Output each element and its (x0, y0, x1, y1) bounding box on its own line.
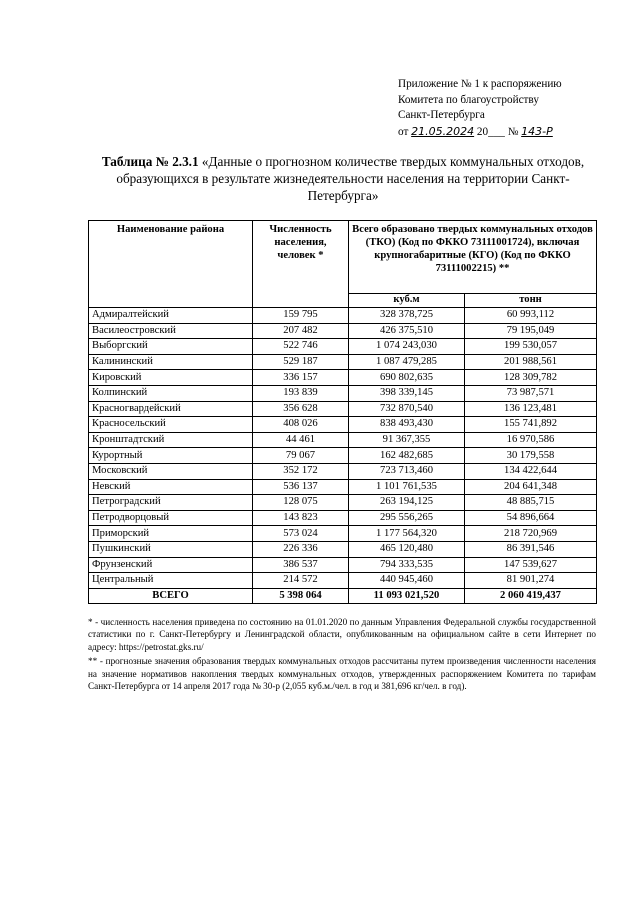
table-row (89, 541, 597, 557)
table-row (89, 308, 597, 324)
number-prefix: № (507, 125, 519, 138)
volume-m3-cell: 440 945,460 (349, 573, 465, 589)
footnotes (88, 616, 596, 694)
population-cell: 207 482 (253, 323, 349, 339)
district-cell: Фрунзенский (89, 557, 253, 573)
volume-m3-cell: 723 713,460 (349, 463, 465, 479)
mass-t-cell: 30 179,558 (465, 448, 597, 464)
volume-m3-cell: 690 802,635 (349, 370, 465, 386)
volume-m3-cell: 1 087 479,285 (349, 354, 465, 370)
population-cell: 529 187 (253, 354, 349, 370)
table-row (89, 401, 597, 417)
population-cell: 226 336 (253, 541, 349, 557)
mass-t-cell: 48 885,715 (465, 495, 597, 511)
population-cell: 193 839 (253, 385, 349, 401)
volume-m3-cell: 328 378,725 (349, 308, 465, 324)
mass-t-cell: 79 195,049 (465, 323, 597, 339)
district-cell: Московский (89, 463, 253, 479)
table-row (89, 510, 597, 526)
mass-t-cell: 204 641,348 (465, 479, 597, 495)
mass-t-cell: 199 530,057 (465, 339, 597, 355)
table-row (89, 385, 597, 401)
table-row (89, 495, 597, 511)
volume-m3-cell: 1 101 761,535 (349, 479, 465, 495)
table-row (89, 479, 597, 495)
volume-m3-cell: 1 074 243,030 (349, 339, 465, 355)
mass-t-cell: 218 720,969 (465, 526, 597, 542)
mass-t-cell: 147 539,627 (465, 557, 597, 573)
table-row (89, 573, 597, 589)
mass-t-cell: 81 901,274 (465, 573, 597, 589)
mass-t-cell: 128 309,782 (465, 370, 597, 386)
district-cell: Пушкинский (89, 541, 253, 557)
header-population: Численность населения, человек * (253, 221, 349, 308)
mass-t-cell: 86 391,546 (465, 541, 597, 557)
mass-t-cell: 60 993,112 (465, 308, 597, 324)
table-row (89, 432, 597, 448)
population-cell: 352 172 (253, 463, 349, 479)
table-row (89, 463, 597, 479)
table-row (89, 339, 597, 355)
header-district: Наименование района (89, 221, 253, 308)
table-caption: «Данные о прогнозном количестве твердых коммунальных отходов, образующихся в результате жизнедеятельности населения на территории Санкт-Петербурга» (116, 154, 585, 203)
population-cell: 128 075 (253, 495, 349, 511)
district-cell: Невский (89, 479, 253, 495)
appendix-date-line (398, 124, 562, 141)
mass-t-cell: 136 123,481 (465, 401, 597, 417)
population-cell: 336 157 (253, 370, 349, 386)
district-cell: Кировский (89, 370, 253, 386)
appendix-header (398, 77, 562, 140)
appendix-line-3: Санкт-Петербурга (398, 109, 485, 122)
population-cell: 44 461 (253, 432, 349, 448)
district-cell: Приморский (89, 526, 253, 542)
population-cell: 143 823 (253, 510, 349, 526)
appendix-line-1: Приложение № 1 к распоряжению (398, 78, 562, 90)
date-prefix: от (398, 125, 409, 138)
table-row (89, 417, 597, 433)
handwritten-number: 143-Р (521, 124, 553, 138)
volume-m3-cell: 794 333,535 (349, 557, 465, 573)
footnote-1: * - численность населения приведена по состоянию на 01.01.2020 по данным Управления Федеральной службы государственной статистики по г. Санкт-Петербургу и Ленинградской области, опубликованным на официальном сайте в сети Интернет по адресу: https://petrostat.gks.ru/ (88, 617, 596, 652)
table-title (86, 153, 600, 204)
header-unit-m3: куб.м (349, 294, 465, 308)
table-row (89, 557, 597, 573)
table-body (89, 308, 597, 604)
district-cell: Адмиралтейский (89, 308, 253, 324)
header-unit-t: тонн (465, 294, 597, 308)
population-cell: 159 795 (253, 308, 349, 324)
table-row (89, 354, 597, 370)
table-number: Таблица № 2.3.1 (101, 154, 199, 169)
volume-m3-cell: 426 375,510 (349, 323, 465, 339)
volume-m3-cell: 1 177 564,320 (349, 526, 465, 542)
population-cell: 5 398 064 (253, 588, 349, 604)
waste-table (88, 220, 597, 604)
year-print: 20___ (476, 125, 505, 138)
footnote-2: ** - прогнозные значения образования твердых коммунальных отходов рассчитаны путем произведения численности населения на значение нормативов накопления твердых коммунальных отходов, утвержденных распоряжением Комитета по тарифам Санкт-Петербурга от 14 апреля 2017 года № 30-р (2,055 куб.м./чел. в год и 381,696 кг/чел. в год). (88, 656, 596, 692)
district-cell: Петродворцовый (89, 510, 253, 526)
mass-t-cell: 134 422,644 (465, 463, 597, 479)
volume-m3-cell: 162 482,685 (349, 448, 465, 464)
population-cell: 79 067 (253, 448, 349, 464)
volume-m3-cell: 465 120,480 (349, 541, 465, 557)
table-row (89, 323, 597, 339)
mass-t-cell: 73 987,571 (465, 385, 597, 401)
table-row (89, 526, 597, 542)
volume-m3-cell: 398 339,145 (349, 385, 465, 401)
mass-t-cell: 54 896,664 (465, 510, 597, 526)
district-cell: Красносельский (89, 417, 253, 433)
volume-m3-cell: 732 870,540 (349, 401, 465, 417)
table-row (89, 448, 597, 464)
volume-m3-cell: 263 194,125 (349, 495, 465, 511)
volume-m3-cell: 295 556,265 (349, 510, 465, 526)
table-row (89, 370, 597, 386)
district-cell: Петроградский (89, 495, 253, 511)
volume-m3-cell: 91 367,355 (349, 432, 465, 448)
population-cell: 573 024 (253, 526, 349, 542)
mass-t-cell: 155 741,892 (465, 417, 597, 433)
total-row (89, 588, 597, 604)
mass-t-cell: 201 988,561 (465, 354, 597, 370)
district-cell: Красногвардейский (89, 401, 253, 417)
volume-m3-cell: 11 093 021,520 (349, 588, 465, 604)
mass-t-cell: 2 060 419,437 (465, 588, 597, 604)
district-cell: Центральный (89, 573, 253, 589)
mass-t-cell: 16 970,586 (465, 432, 597, 448)
header-total: Всего образовано твердых коммунальных отходов (ТКО) (Код по ФККО 73111001724), включая крупногабаритные (КГО) (Код по ФККО 73111002215) ** (349, 221, 597, 294)
district-cell: Василеостровский (89, 323, 253, 339)
population-cell: 214 572 (253, 573, 349, 589)
district-cell: Калининский (89, 354, 253, 370)
district-cell: Выборгский (89, 339, 253, 355)
population-cell: 522 746 (253, 339, 349, 355)
district-cell: Курортный (89, 448, 253, 464)
population-cell: 408 026 (253, 417, 349, 433)
population-cell: 356 628 (253, 401, 349, 417)
district-cell: Кронштадтский (89, 432, 253, 448)
district-cell: Колпинский (89, 385, 253, 401)
district-cell: ВСЕГО (89, 588, 253, 604)
population-cell: 386 537 (253, 557, 349, 573)
handwritten-date: 21.05.2024 (411, 124, 475, 138)
volume-m3-cell: 838 493,430 (349, 417, 465, 433)
appendix-line-2: Комитета по благоустройству (398, 93, 539, 106)
population-cell: 536 137 (253, 479, 349, 495)
